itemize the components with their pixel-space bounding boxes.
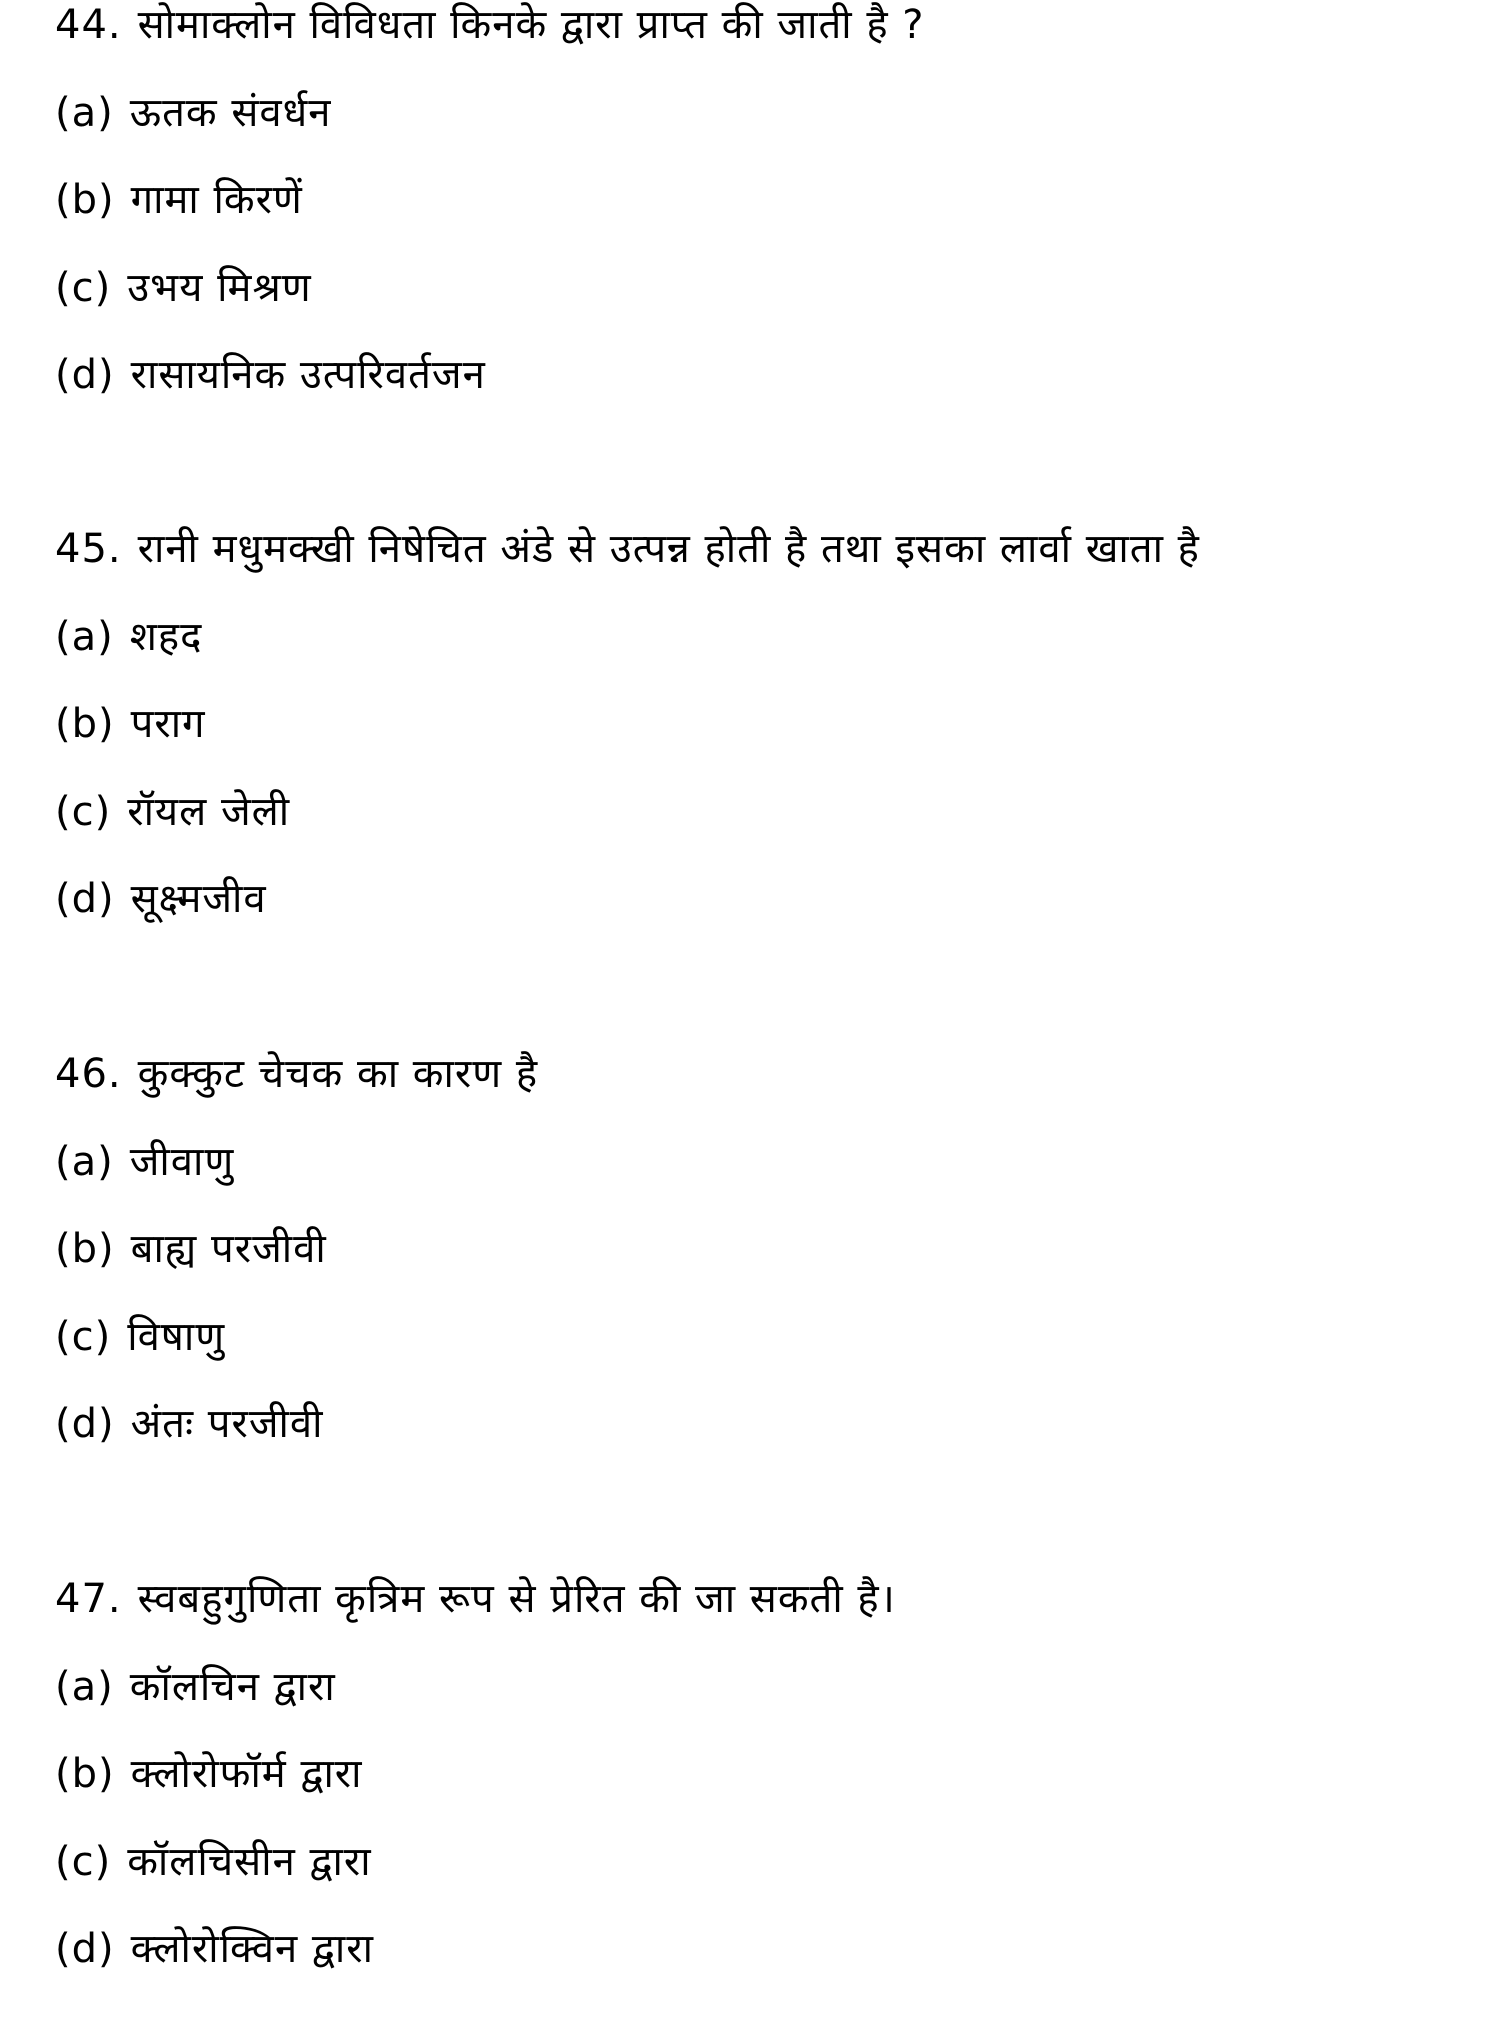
option-text: जीवाणु bbox=[129, 1138, 235, 1185]
option-text: गामा किरणें bbox=[130, 177, 303, 223]
question-number: 47. bbox=[55, 1576, 122, 1622]
question-number: 45. bbox=[55, 526, 122, 572]
option bbox=[55, 1749, 363, 1799]
option-text: कॉलचिन द्वारा bbox=[129, 1663, 336, 1710]
option-label: (a) bbox=[55, 1663, 114, 1710]
option bbox=[55, 88, 331, 138]
option-text: ऊतक संवर्धन bbox=[129, 89, 332, 136]
option bbox=[55, 263, 312, 313]
question-44 bbox=[55, 0, 925, 50]
question-text: रानी मधुमक्खी निषेचित अंडे से उत्पन्न होती है तथा इसका लार्वा खाता है bbox=[137, 526, 1200, 572]
option-label: (a) bbox=[55, 89, 114, 136]
question-number: 44. bbox=[55, 2, 122, 48]
option bbox=[55, 350, 486, 400]
option bbox=[55, 1837, 372, 1887]
option-text: कॉलचिसीन द्वारा bbox=[127, 1838, 372, 1885]
option-label: (d) bbox=[55, 352, 115, 398]
option-label: (d) bbox=[55, 1401, 115, 1447]
option-text: क्लोरोफॉर्म द्वारा bbox=[130, 1751, 363, 1797]
option bbox=[55, 1924, 374, 1974]
option-label: (a) bbox=[55, 1138, 114, 1185]
question-46 bbox=[55, 1049, 538, 1099]
option bbox=[55, 1137, 234, 1187]
option-label: (d) bbox=[55, 876, 115, 922]
option-label: (c) bbox=[55, 264, 112, 311]
option bbox=[55, 1662, 336, 1712]
question-45 bbox=[55, 524, 1200, 574]
option-label: (b) bbox=[55, 177, 115, 223]
option-label: (a) bbox=[55, 613, 114, 660]
option bbox=[55, 787, 290, 837]
option bbox=[55, 1399, 323, 1449]
option-text: रासायनिक उत्परिवर्तजन bbox=[130, 352, 486, 398]
option-text: पराग bbox=[130, 701, 206, 747]
question-number: 46. bbox=[55, 1051, 122, 1097]
option bbox=[55, 1224, 327, 1274]
option-label: (c) bbox=[55, 788, 112, 835]
option-label: (b) bbox=[55, 701, 115, 747]
option bbox=[55, 874, 267, 924]
option bbox=[55, 175, 303, 225]
option bbox=[55, 1312, 225, 1362]
question-text: स्वबहुगुणिता कृत्रिम रूप से प्रेरित की जा सकती है। bbox=[137, 1576, 896, 1622]
option-label: (c) bbox=[55, 1838, 112, 1885]
option-text: सूक्ष्मजीव bbox=[130, 876, 267, 922]
option-label: (b) bbox=[55, 1226, 115, 1272]
option-text: अंतः परजीवी bbox=[130, 1401, 324, 1447]
option-label: (b) bbox=[55, 1751, 115, 1797]
option-text: शहद bbox=[129, 613, 203, 660]
question-47 bbox=[55, 1574, 896, 1624]
option-text: उभय मिश्रण bbox=[127, 264, 312, 311]
option bbox=[55, 699, 206, 749]
question-text: कुक्कुट चेचक का कारण है bbox=[137, 1051, 539, 1097]
option bbox=[55, 612, 202, 662]
option-text: विषाणु bbox=[127, 1313, 226, 1360]
option-text: बाह्य परजीवी bbox=[130, 1226, 327, 1272]
option-text: रॉयल जेली bbox=[127, 788, 291, 835]
option-text: क्लोरोक्विन द्वारा bbox=[130, 1926, 375, 1972]
question-text: सोमाक्लोन विविधता किनके द्वारा प्राप्त की जाती है ? bbox=[137, 2, 925, 48]
option-label: (c) bbox=[55, 1313, 112, 1360]
option-label: (d) bbox=[55, 1926, 115, 1972]
